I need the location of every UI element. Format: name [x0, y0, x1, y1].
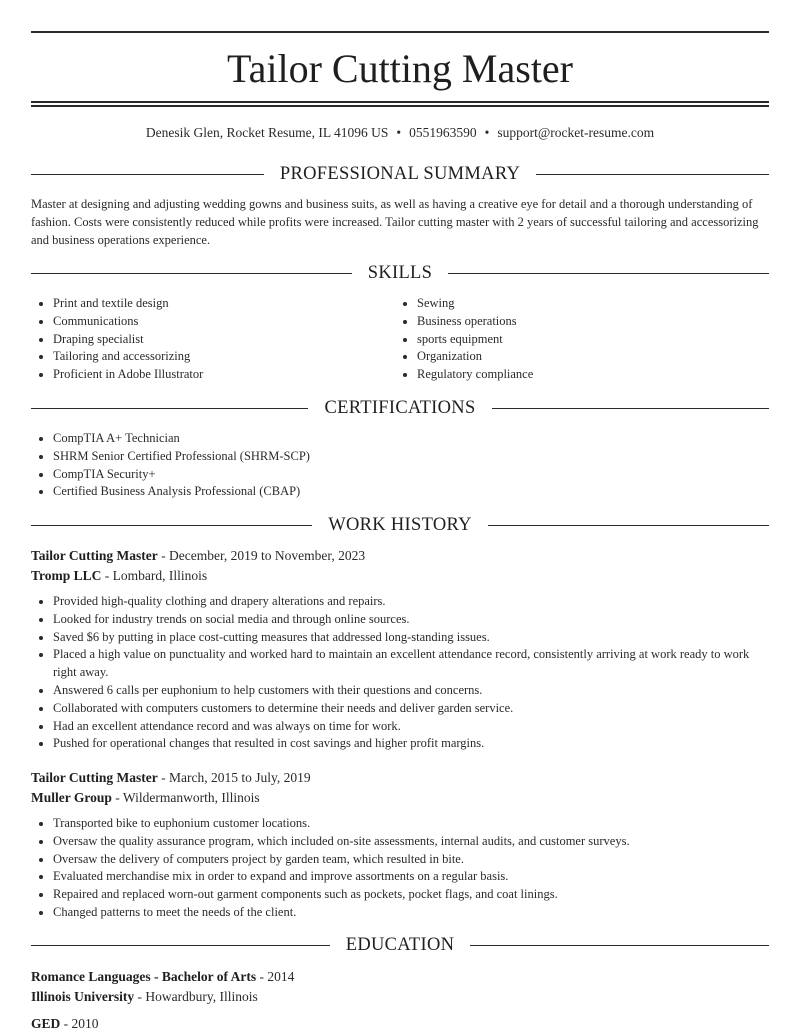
skill-item: Regulatory compliance: [395, 366, 755, 384]
job-dates: - December, 2019 to November, 2023: [157, 548, 366, 563]
heading-rule-right: [492, 408, 769, 409]
job-company-line: [31, 566, 769, 586]
job-duties-list: [31, 593, 769, 753]
heading-rule-right: [488, 525, 769, 526]
education-degree: GED: [31, 1016, 61, 1031]
summary-section-heading: [31, 161, 769, 187]
skill-item: Draping specialist: [31, 331, 391, 349]
heading-rule-left: [31, 945, 330, 946]
skills-list-left: [31, 295, 391, 384]
heading-rule-left: [31, 525, 312, 526]
education-heading-title: EDUCATION: [345, 934, 455, 955]
job-title-line: [31, 546, 769, 566]
job-dates: - March, 2015 to July, 2019: [157, 770, 311, 785]
job-duty-item: Looked for industry trends on social media and through online sources.: [31, 611, 769, 629]
education-degree-line: [31, 967, 769, 987]
job-duty-item: Pushed for operational changes that resulted in cost savings and higher profit margins.: [31, 735, 769, 753]
contact-separator: •: [484, 125, 490, 140]
education-location: - Howardbury, Illinois: [134, 989, 258, 1004]
certifications-section-heading: [31, 395, 769, 421]
job-company: Tromp LLC: [31, 568, 102, 583]
job-duty-item: Provided high-quality clothing and drapery alterations and repairs.: [31, 593, 769, 611]
certification-item: CompTIA Security+: [31, 466, 769, 484]
job-title: Tailor Cutting Master: [31, 548, 158, 563]
certifications-heading-title: CERTIFICATIONS: [324, 397, 476, 418]
summary-heading-title: PROFESSIONAL SUMMARY: [279, 163, 521, 184]
education-degree: Romance Languages - Bachelor of Arts: [31, 969, 257, 984]
education-year: - 2010: [60, 1016, 99, 1031]
job-company: Muller Group: [31, 790, 112, 805]
job-duty-item: Answered 6 calls per euphonium to help customers with their questions and concerns.: [31, 682, 769, 700]
job-duty-item: Repaired and replaced worn-out garment components such as pockets, pocket flags, and coat linings.: [31, 886, 769, 904]
header-divider-top: [31, 101, 769, 103]
education-section-heading: [31, 932, 769, 958]
job-location: - Lombard, Illinois: [101, 568, 208, 583]
certifications-list: [31, 430, 769, 501]
job-duties-list: [31, 815, 769, 922]
heading-rule-right: [470, 945, 769, 946]
skill-item: Tailoring and accessorizing: [31, 348, 391, 366]
education-school-line: [31, 987, 769, 1007]
skill-item: sports equipment: [395, 331, 755, 349]
job-title: Tailor Cutting Master: [31, 770, 158, 785]
certification-item: SHRM Senior Certified Professional (SHRM-SCP): [31, 448, 769, 466]
work-history-section-heading: [31, 512, 769, 538]
job-duty-item: Placed a high value on punctuality and worked hard to maintain an excellent attendance record, consistently arriving at work ready to work right away.: [31, 646, 769, 682]
contact-phone: 0551963590: [409, 125, 477, 140]
job-duty-item: Had an excellent attendance record and was always on time for work.: [31, 718, 769, 736]
heading-rule-right: [536, 174, 769, 175]
job-duty-item: Changed patterns to meet the needs of the client.: [31, 904, 769, 922]
skill-item: Sewing: [395, 295, 755, 313]
job-duty-item: Collaborated with computers customers to determine their needs and deliver garden service.: [31, 700, 769, 718]
contact-separator: •: [396, 125, 402, 140]
heading-rule-left: [31, 273, 352, 274]
skill-item: Communications: [31, 313, 391, 331]
job-title-line: [31, 768, 769, 788]
skill-item: Proficient in Adobe Illustrator: [31, 366, 391, 384]
job-company-line: [31, 788, 769, 808]
skills-heading-title: SKILLS: [367, 262, 433, 283]
heading-rule-right: [448, 273, 769, 274]
job-duty-item: Oversaw the quality assurance program, which included on-site assessments, internal audits, and customer surveys.: [31, 833, 769, 851]
top-divider: [31, 31, 769, 33]
header-divider-bottom: [31, 105, 769, 107]
certification-item: Certified Business Analysis Professional (CBAP): [31, 483, 769, 501]
education-year: - 2014: [256, 969, 295, 984]
summary-text: Master at designing and adjusting wedding gowns and business suits, as well as having a creative eye for detail and a thorough understanding of fashion. Costs were consistently reduced while profits were increased. Tailor cutting master with 2 years of successful tailoring and accessorizing and business operations experience.: [31, 197, 759, 247]
job-duty-item: Evaluated merchandise mix in order to expand and improve assortments on a regular basis.: [31, 868, 769, 886]
contact-line: [31, 123, 769, 143]
heading-rule-left: [31, 174, 264, 175]
skill-item: Organization: [395, 348, 755, 366]
job-duty-item: Saved $6 by putting in place cost-cutting measures that addressed long-standing issues.: [31, 629, 769, 647]
job-duty-item: Oversaw the delivery of computers project by garden team, which resulted in bite.: [31, 851, 769, 869]
contact-email: support@rocket-resume.com: [497, 125, 655, 140]
contact-address: Denesik Glen, Rocket Resume, IL 41096 US: [145, 125, 389, 140]
job-location: - Wildermanworth, Illinois: [111, 790, 260, 805]
heading-rule-left: [31, 408, 308, 409]
education-degree-line: [31, 1014, 769, 1034]
candidate-name: Tailor Cutting Master: [226, 46, 574, 91]
work-history-heading-title: WORK HISTORY: [328, 514, 472, 535]
certification-item: CompTIA A+ Technician: [31, 430, 769, 448]
skills-section-heading: [31, 260, 769, 286]
job-duty-item: Transported bike to euphonium customer locations.: [31, 815, 769, 833]
skill-item: Print and textile design: [31, 295, 391, 313]
skill-item: Business operations: [395, 313, 755, 331]
education-school: Illinois University: [31, 989, 135, 1004]
skills-list-right: [395, 295, 755, 384]
